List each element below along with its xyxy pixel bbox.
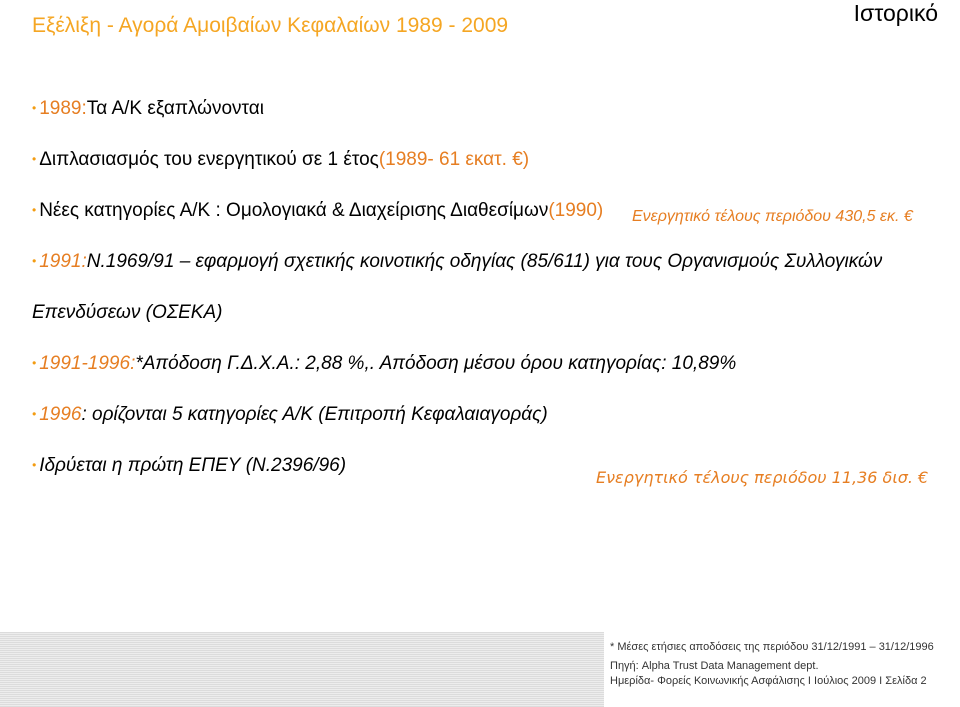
bullet-1991-continued [32,302,222,324]
footnote-source: Πηγή: Alpha Trust Data Management dept. [610,660,819,672]
bullet-dot-icon: • [32,407,37,421]
bullet-text: Νέες κατηγορίες Α/Κ : Ομολογιακά & Διαχείρισης Διαθεσίμων [39,200,549,221]
bullet-text: Ν.1969/91 – εφαρμογή σχετικής κοινοτικής οδηγίας (85/611) για τους Οργανισμούς Συλλογικών [86,251,883,272]
footnote-returns: * Μέσες ετήσιες αποδόσεις της περιόδου 31/12/1991 – 31/12/1996 [610,641,934,653]
bullet-text: Επενδύσεων (ΟΣΕΚΑ) [32,302,223,323]
bullet-text: Ιδρύεται η πρώτη ΕΠΕΥ (Ν.2396/96) [39,455,347,476]
assets-note-1990: Ενεργητικό τέλους περιόδου 430,5 εκ. € [632,208,913,225]
bullet-dot-icon: • [32,101,37,115]
bullet-first-epey [32,455,346,477]
bullet-text: *Απόδοση Γ.Δ.Χ.Α.: 2,88 %,. Απόδοση μέσου όρου κατηγορίας: 10,89% [135,353,737,374]
bullet-1989 [32,98,264,120]
bullet-1991 [32,251,882,273]
bullet-prefix: 1991-1996: [39,353,136,374]
footer-event-info: Ημερίδα- Φορείς Κοινωνικής Ασφάλισης I Ιούλιος 2009 I Σελίδα 2 [610,675,927,687]
bullet-prefix: 1996 [39,404,82,425]
bullet-dot-icon: • [32,203,37,217]
bullet-text: : ορίζονται 5 κατηγορίες Α/Κ (Επιτροπή Κεφαλαιαγοράς) [81,404,548,425]
footer-box [604,632,960,707]
bullet-dot-icon: • [32,254,37,268]
bullet-text: Τα Α/Κ εξαπλώνονται [86,98,265,119]
bullet-1991-1996 [32,353,736,375]
bullet-doubling [32,149,529,171]
bullet-dot-icon: • [32,458,37,472]
bullet-new-categories [32,200,603,222]
bullet-suffix: (1989- 61 εκατ. €) [378,149,530,170]
bullet-1996 [32,404,548,426]
page-title: Εξέλιξη - Αγορά Αμοιβαίων Κεφαλαίων 1989 - 2009 [32,14,509,37]
bullet-dot-icon: • [32,356,37,370]
bullet-text: Διπλασιασμός του ενεργητικού σε 1 έτος [39,149,379,170]
assets-note-1996: Ενεργητικό τέλους περιόδου 11,36 δισ. € [596,468,929,487]
bullet-prefix: 1991: [39,251,87,272]
bullet-dot-icon: • [32,152,37,166]
bullet-suffix: (1990) [548,200,604,221]
section-label: Ιστορικό [853,0,938,26]
bullet-prefix: 1989: [39,98,87,119]
